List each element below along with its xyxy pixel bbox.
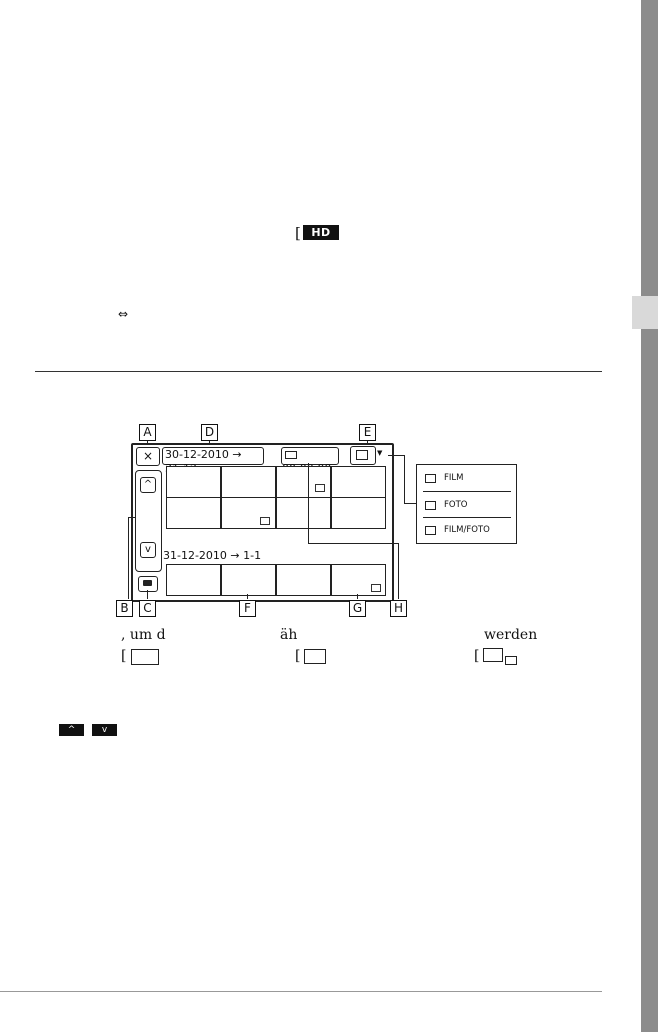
camera-icon: [143, 580, 152, 586]
thumbnail[interactable]: [276, 564, 331, 596]
arrow-symbol: ⇔: [118, 307, 129, 321]
view-mode-button[interactable]: [350, 446, 376, 465]
leader-h-h: [308, 543, 398, 544]
film-icon: [285, 451, 297, 459]
up-button-icon: ^: [59, 724, 84, 736]
thumbnail[interactable]: [166, 564, 221, 596]
camera-mode-button[interactable]: [138, 576, 158, 592]
thumbnail[interactable]: [221, 466, 276, 498]
date-range-2: 31-12-2010 → 1-1: [163, 549, 262, 562]
thumbnail[interactable]: [331, 564, 386, 596]
label-h: H: [390, 600, 407, 617]
photo-icon: [304, 649, 326, 664]
leader-h-v2: [398, 543, 399, 599]
date-range-1: 30-12-2010 →: [162, 447, 264, 465]
thumbnail[interactable]: [276, 466, 331, 498]
leader-h-v1: [308, 463, 309, 543]
menu-item-film-foto[interactable]: [417, 517, 516, 543]
leader-g: [357, 594, 358, 599]
thumbnail[interactable]: [166, 466, 221, 498]
caption-bracket-1: [: [121, 648, 127, 664]
dropdown-icon[interactable]: ▼: [377, 449, 383, 457]
film-foto-icon: [356, 450, 368, 460]
leader-b: [128, 517, 129, 599]
label-a: A: [139, 424, 156, 441]
thumbnail[interactable]: [331, 497, 386, 529]
menu-connector-h: [404, 503, 416, 504]
menu-item-foto[interactable]: [417, 492, 516, 518]
film-icon: [425, 474, 436, 483]
caption-bracket-3: [: [474, 648, 480, 664]
side-tab-marker: [632, 296, 658, 329]
film-foto-icon-small: [505, 656, 517, 665]
thumbnail[interactable]: [276, 497, 331, 529]
photo-icon: [425, 501, 436, 510]
caption-bracket-2: [: [295, 648, 301, 664]
label-b: B: [116, 600, 133, 617]
close-button[interactable]: ×: [136, 447, 160, 466]
label-c: C: [139, 600, 156, 617]
film-foto-icon: [483, 648, 503, 662]
label-g: G: [349, 600, 366, 617]
caption-fragment-1: , um d: [121, 627, 166, 643]
menu-item-film-foto-label: FILM/FOTO: [444, 525, 490, 535]
menu-item-foto-label: FOTO: [444, 500, 468, 510]
scroll-up-button[interactable]: ^: [140, 477, 156, 493]
photo-icon: [371, 584, 381, 592]
thumbnail[interactable]: [331, 466, 386, 498]
down-button-icon: v: [92, 724, 117, 736]
thumbnail[interactable]: [221, 497, 276, 529]
hd-bracket: [: [295, 224, 301, 242]
view-mode-menu: [416, 464, 517, 544]
thumbnail[interactable]: [221, 564, 276, 596]
label-f: F: [239, 600, 256, 617]
menu-connector-top: [388, 455, 404, 456]
thumbnail[interactable]: [166, 497, 221, 529]
leader-c: [147, 590, 148, 599]
section-rule: [35, 371, 602, 372]
side-strip: [641, 0, 658, 1032]
footer-rule: [0, 991, 602, 992]
label-d: D: [201, 424, 218, 441]
photo-icon: [315, 484, 325, 492]
label-e: E: [359, 424, 376, 441]
scroll-down-button[interactable]: v: [140, 542, 156, 558]
film-icon: [131, 649, 159, 665]
timecode: [281, 447, 339, 465]
photo-icon: [260, 517, 270, 525]
hd-icon: HD: [303, 225, 339, 240]
leader-f: [247, 594, 248, 599]
menu-connector-v: [404, 455, 405, 503]
leader-b-h: [128, 517, 136, 518]
film-foto-icon: [425, 526, 436, 535]
menu-item-film[interactable]: [417, 465, 516, 491]
menu-item-film-label: FILM: [444, 473, 464, 483]
caption-fragment-3: werden: [484, 627, 538, 643]
caption-fragment-2: äh: [280, 627, 298, 643]
